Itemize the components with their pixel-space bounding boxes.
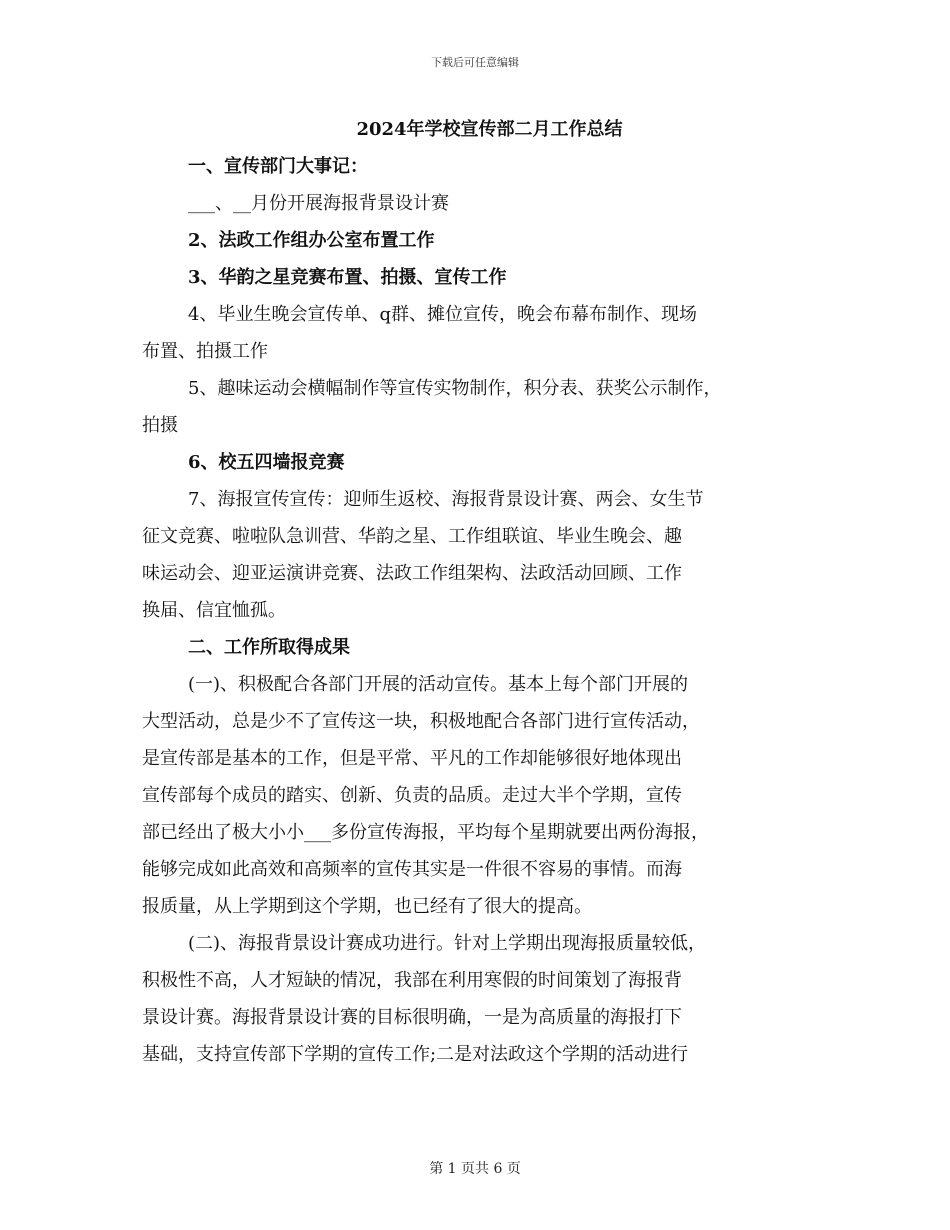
list-item-line: 拍摄: [142, 415, 178, 436]
list-item-line: 4、毕业生晚会宣传单、q群、摊位宣传，晚会布幕布制作、现场: [188, 304, 697, 325]
list-item-line: 7、海报宣传宣传：迎师生返校、海报背景设计赛、两会、女生节: [188, 489, 704, 510]
paragraph-line: 宣传部每个成员的踏实、创新、负责的品质。走过大半个学期，宣传: [142, 785, 682, 806]
paragraph-line: 积极性不高，人才短缺的情况，我部在利用寒假的时间策划了海报背: [142, 970, 682, 991]
list-item-line: 味运动会、迎亚运演讲竞赛、法政工作组架构、法政活动回顾、工作: [142, 563, 682, 584]
paragraph-line: 报质量，从上学期到这个学期，也已经有了很大的提高。: [142, 896, 592, 917]
section-heading-results: 二、工作所取得成果: [188, 637, 350, 658]
list-item: 2、法政工作组办公室布置工作: [188, 230, 435, 251]
list-item-line: 换届、信宜恤孤。: [142, 600, 286, 621]
paragraph-line: (二)、海报背景设计赛成功进行。针对上学期出现海报质量较低，: [188, 933, 707, 954]
paragraph-line: 大型活动，总是少不了宣传这一块，积极地配合各部门进行宣传活动，: [142, 711, 700, 732]
paragraph-line: 基础，支持宣传部下学期的宣传工作;二是对法政这个学期的活动进行: [142, 1044, 689, 1065]
page-header-note: 下载后可任意编辑: [431, 56, 519, 69]
page-footer-note: 第 1 页共 6 页: [429, 1161, 521, 1177]
list-item-line: 征文竞赛、啦啦队急训营、华韵之星、工作组联谊、毕业生晚会、趣: [142, 526, 682, 547]
list-item: 6、校五四墙报竞赛: [188, 452, 345, 473]
paragraph-line: 景设计赛。海报背景设计赛的目标很明确，一是为高质量的海报打下: [142, 1007, 682, 1028]
section-heading-events: 一、宣传部门大事记：: [188, 156, 368, 177]
paragraph-line: (一)、积极配合各部门开展的活动宣传。基本上每个部门开展的: [188, 674, 689, 695]
document-title: 2024年学校宣传部二月工作总结: [356, 119, 623, 140]
document-body: [142, 112, 817, 1073]
list-item: ___、__月份开展海报背景设计赛: [188, 193, 449, 214]
paragraph-line: 是宣传部是基本的工作，但是平常、平凡的工作却能够很好地体现出: [142, 748, 682, 769]
paragraph-line: 部已经出了极大小小___多份宣传海报，平均每个星期就要出两份海报，: [142, 822, 709, 843]
paragraph-line: 能够完成如此高效和高频率的宣传其实是一件很不容易的事情。而海: [142, 859, 682, 880]
list-item-line: 5、趣味运动会横幅制作等宣传实物制作，积分表、获奖公示制作，: [188, 378, 722, 399]
list-item: 3、华韵之星竞赛布置、拍摄、宣传工作: [188, 267, 507, 288]
list-item-line: 布置、拍摄工作: [142, 341, 268, 362]
